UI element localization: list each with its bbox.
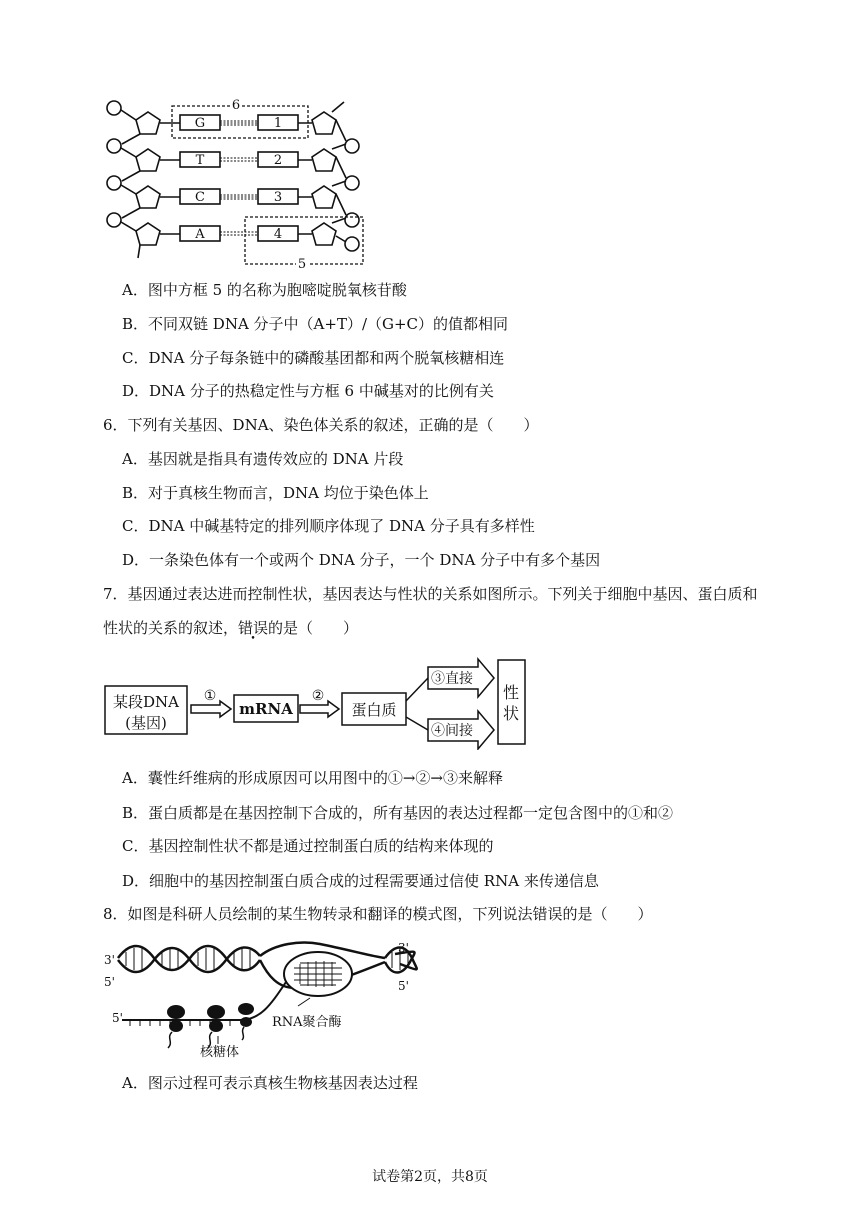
trait-box — [498, 660, 525, 744]
rna-polymerase-label: RNA聚合酶 — [272, 1015, 342, 1030]
phosphate-circle — [345, 176, 359, 190]
base-number-label: 1 — [273, 116, 283, 131]
base-number-label: 3 — [273, 190, 283, 205]
label-5-prime-left: 5' — [104, 975, 115, 989]
transcription-translation-figure — [100, 936, 430, 1066]
q6-stem: 6．下列有关基因、DNA、染色体关系的叙述，正确的是（ ） — [103, 416, 539, 434]
step-2-label: ② — [311, 688, 325, 704]
trait-label-1: 性 — [502, 683, 520, 702]
base-label: T — [195, 153, 205, 168]
q5-option-c: C．DNA 分子每条链中的磷酸基团都和两个脱氧核糖相连 — [122, 349, 505, 367]
trait-label-2: 状 — [502, 704, 520, 723]
q7-stem-line1: 7．基因通过表达进而控制性状，基因表达与性状的关系如图所示。下列关于细胞中基因、蛋白质和 — [103, 585, 758, 603]
q7-emphasis-text: 错误 — [238, 619, 269, 637]
q7-stem-text-end: 的是（ ） — [268, 619, 359, 637]
phosphate-circle — [345, 213, 359, 227]
label-3-prime-right: 3' — [398, 941, 409, 955]
box-5-label: 5 — [297, 257, 307, 270]
phosphate-circle — [107, 176, 121, 190]
base-number-label: 2 — [273, 153, 283, 168]
q7-option-c: C．基因控制性状不都是通过控制蛋白质的结构来体现的 — [122, 837, 494, 855]
q8-stem: 8．如图是科研人员绘制的某生物转录和翻译的模式图，下列说法错误的是（ ） — [103, 905, 653, 923]
deoxyribose-pentagon — [136, 186, 160, 208]
direct-label: ③直接 — [431, 671, 473, 687]
label-5-prime-right: 5' — [398, 979, 409, 993]
q7-option-a: A．囊性纤维病的形成原因可以用图中的①→②→③来解释 — [122, 769, 503, 787]
deoxyribose-pentagon — [136, 223, 160, 245]
ribosome-shape — [209, 1020, 223, 1032]
base-number-label: 4 — [273, 227, 283, 242]
phosphate-circle — [107, 213, 121, 227]
base-label: G — [194, 116, 206, 131]
phosphate-circle — [345, 237, 359, 251]
q7-option-d: D．细胞中的基因控制蛋白质合成的过程需要通过信使 RNA 来传递信息 — [122, 872, 599, 890]
q5-option-d: D．DNA 分子的热稳定性与方框 6 中碱基对的比例有关 — [122, 382, 494, 400]
phosphate-circle — [345, 139, 359, 153]
page-footer: 试卷第2页，共8页 — [372, 1169, 488, 1185]
q5-option-a: A．图中方框 5 的名称为胞嘧啶脱氧核苷酸 — [122, 281, 407, 299]
ribosome-shape — [169, 1020, 183, 1032]
q7-stem-text: 性状的关系的叙述， — [103, 619, 239, 637]
gene-expression-flow-diagram — [100, 656, 532, 750]
dna-label-line1: 某段DNA — [113, 693, 179, 711]
phosphate-circle — [107, 101, 121, 115]
label-3-prime-left: 3' — [104, 953, 115, 967]
ribosome-shape — [238, 1003, 254, 1015]
dna-label-line2: (基因) — [125, 714, 167, 732]
protein-label: 蛋白质 — [351, 701, 397, 719]
q6-option-a: A．基因就是指具有遗传效应的 DNA 片段 — [122, 450, 404, 468]
q5-option-b: B．不同双链 DNA 分子中（A+T）/（G+C）的值都相同 — [122, 315, 509, 333]
dna-structure-figure — [100, 96, 370, 270]
ribosome-label: 核糖体 — [200, 1045, 240, 1060]
deoxyribose-pentagon — [312, 149, 336, 171]
q6-option-c: C．DNA 中碱基特定的排列顺序体现了 DNA 分子具有多样性 — [122, 517, 535, 535]
box-6-label: 6 — [231, 98, 241, 113]
q8-option-a: A．图示过程可表示真核生物核基因表达过程 — [122, 1074, 418, 1092]
q7-stem-line2 — [103, 618, 358, 638]
ribosome-shape — [240, 1017, 252, 1027]
deoxyribose-pentagon — [136, 149, 160, 171]
q6-option-d: D．一条染色体有一个或两个 DNA 分子，一个 DNA 分子中有多个基因 — [122, 551, 601, 569]
base-label: A — [195, 227, 205, 242]
label-mrna-5-prime: 5' — [112, 1011, 123, 1025]
base-label: C — [195, 190, 205, 205]
ribosome-shape — [167, 1005, 185, 1019]
q7-option-b: B．蛋白质都是在基因控制下合成的，所有基因的表达过程都一定包含图中的①和② — [122, 804, 674, 822]
step-1-label: ① — [203, 688, 217, 704]
mrna-label: mRNA — [239, 700, 293, 718]
phosphate-circle — [107, 139, 121, 153]
deoxyribose-pentagon — [312, 186, 336, 208]
deoxyribose-pentagon — [312, 223, 336, 245]
deoxyribose-pentagon — [136, 112, 160, 134]
ribosome-shape — [207, 1005, 225, 1019]
q6-option-b: B．对于真核生物而言，DNA 均位于染色体上 — [122, 484, 429, 502]
deoxyribose-pentagon — [312, 112, 336, 134]
indirect-label: ④间接 — [431, 723, 473, 739]
